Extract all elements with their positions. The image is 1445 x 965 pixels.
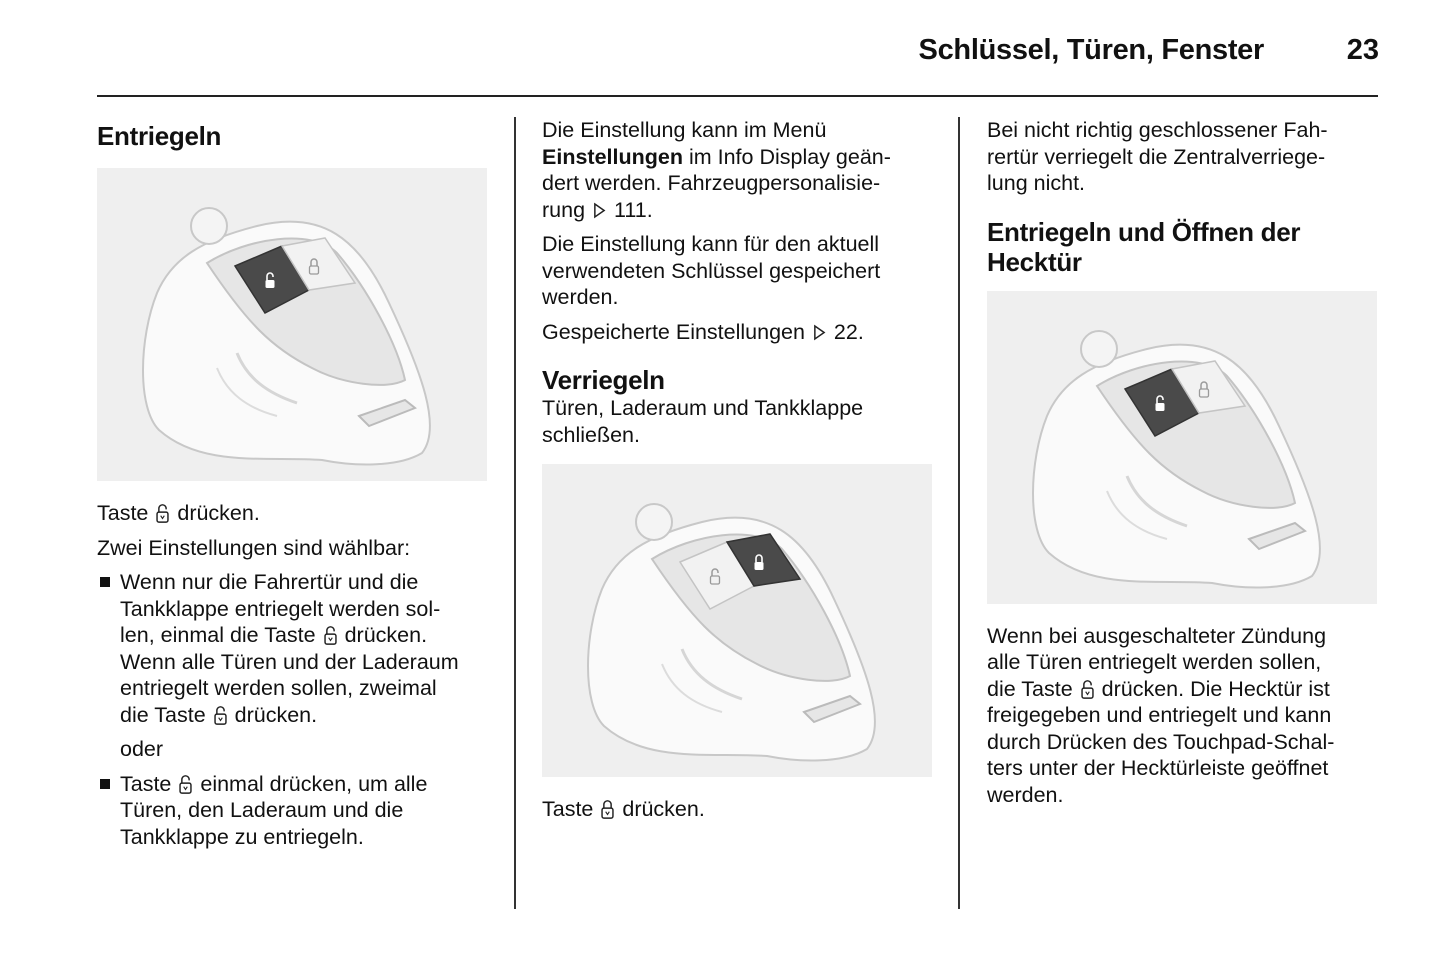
bullet-square <box>100 577 110 587</box>
press-unlock-instruction: Taste drücken. <box>97 501 260 525</box>
page-reference-arrow-icon <box>813 324 826 341</box>
key-fob-icon <box>542 464 932 777</box>
column-divider-2 <box>958 117 960 909</box>
driver-door-paragraph: Bei nicht richtig geschlossener Fah- rertür verriegelt die Zentralverriege- lung nicht. <box>987 118 1328 195</box>
heading-entriegeln: Entriegeln <box>97 121 222 151</box>
close-doors-paragraph: Türen, Laderaum und Tankklappe schließen. <box>542 396 864 447</box>
figure-key-fob-unlock-tailgate <box>987 291 1377 604</box>
menu-name-einstellungen: Einstellungen <box>542 144 683 169</box>
page-reference-arrow-icon <box>593 202 606 219</box>
settings-list <box>97 569 492 728</box>
list-item: Taste einmal drücken, um alle Türen, den Laderaum und die Tankklappe zu entriegeln. <box>97 771 492 851</box>
column-3 <box>987 117 1379 808</box>
page-number: 23 <box>1346 34 1379 66</box>
settings-intro: Zwei Einstellungen sind wählbar: <box>97 535 411 560</box>
column-divider-1 <box>514 117 516 909</box>
save-setting-paragraph: Die Einstellung kann für den aktuell verwendeten Schlüssel gespeichert werden. <box>542 232 881 309</box>
key-fob-icon <box>97 168 487 481</box>
column-1 <box>97 117 492 850</box>
list-item: Wenn nur die Fahrertür und die Tankklappe entriegelt werden sol- len, einmal die Taste drücken. Wenn alle Türen und der Laderaum entriegelt werden sollen, zweimal die Taste drücken. <box>97 569 492 728</box>
tailgate-paragraph: Wenn bei ausgeschalteter Zündung alle Türen entriegelt werden sollen, die Taste drücken. Die Hecktür ist freigegeben und entriegelt und kann durch Drücken des Touchpad-Schal- ters unter der Hecktürleiste geöffnet werden. <box>987 623 1335 807</box>
lock-icon <box>601 799 614 819</box>
unlock-icon <box>214 705 227 725</box>
figure-key-fob-unlock <box>97 168 487 481</box>
press-lock-instruction: Taste drücken. <box>542 797 705 821</box>
settings-menu-paragraph: Die Einstellung kann im Menü Einstellungen im Info Display geän- dert werden. Fahrzeugpersonalisie- rung 111. <box>542 118 891 222</box>
settings-list-2 <box>97 771 492 851</box>
page-section-title: Schlüssel, Türen, Fenster <box>918 34 1264 66</box>
unlock-icon <box>179 774 192 794</box>
bullet-square <box>100 779 110 789</box>
figure-key-fob-lock <box>542 464 932 777</box>
page-reference: 111. <box>614 197 653 222</box>
column-2 <box>542 117 934 823</box>
unlock-icon <box>324 625 337 645</box>
key-fob-icon <box>987 291 1377 604</box>
page-reference: 22. <box>833 319 864 344</box>
saved-settings-paragraph: Gespeicherte Einstellungen 22. <box>542 319 864 344</box>
heading-verriegeln: Verriegeln <box>542 365 665 395</box>
header-rule <box>97 95 1378 97</box>
heading-entriegeln-hecktuer: Entriegeln und Öffnen der Hecktür <box>987 216 1301 277</box>
oder-text: oder <box>120 737 164 761</box>
unlock-icon <box>1081 679 1094 699</box>
unlock-icon <box>156 503 169 523</box>
